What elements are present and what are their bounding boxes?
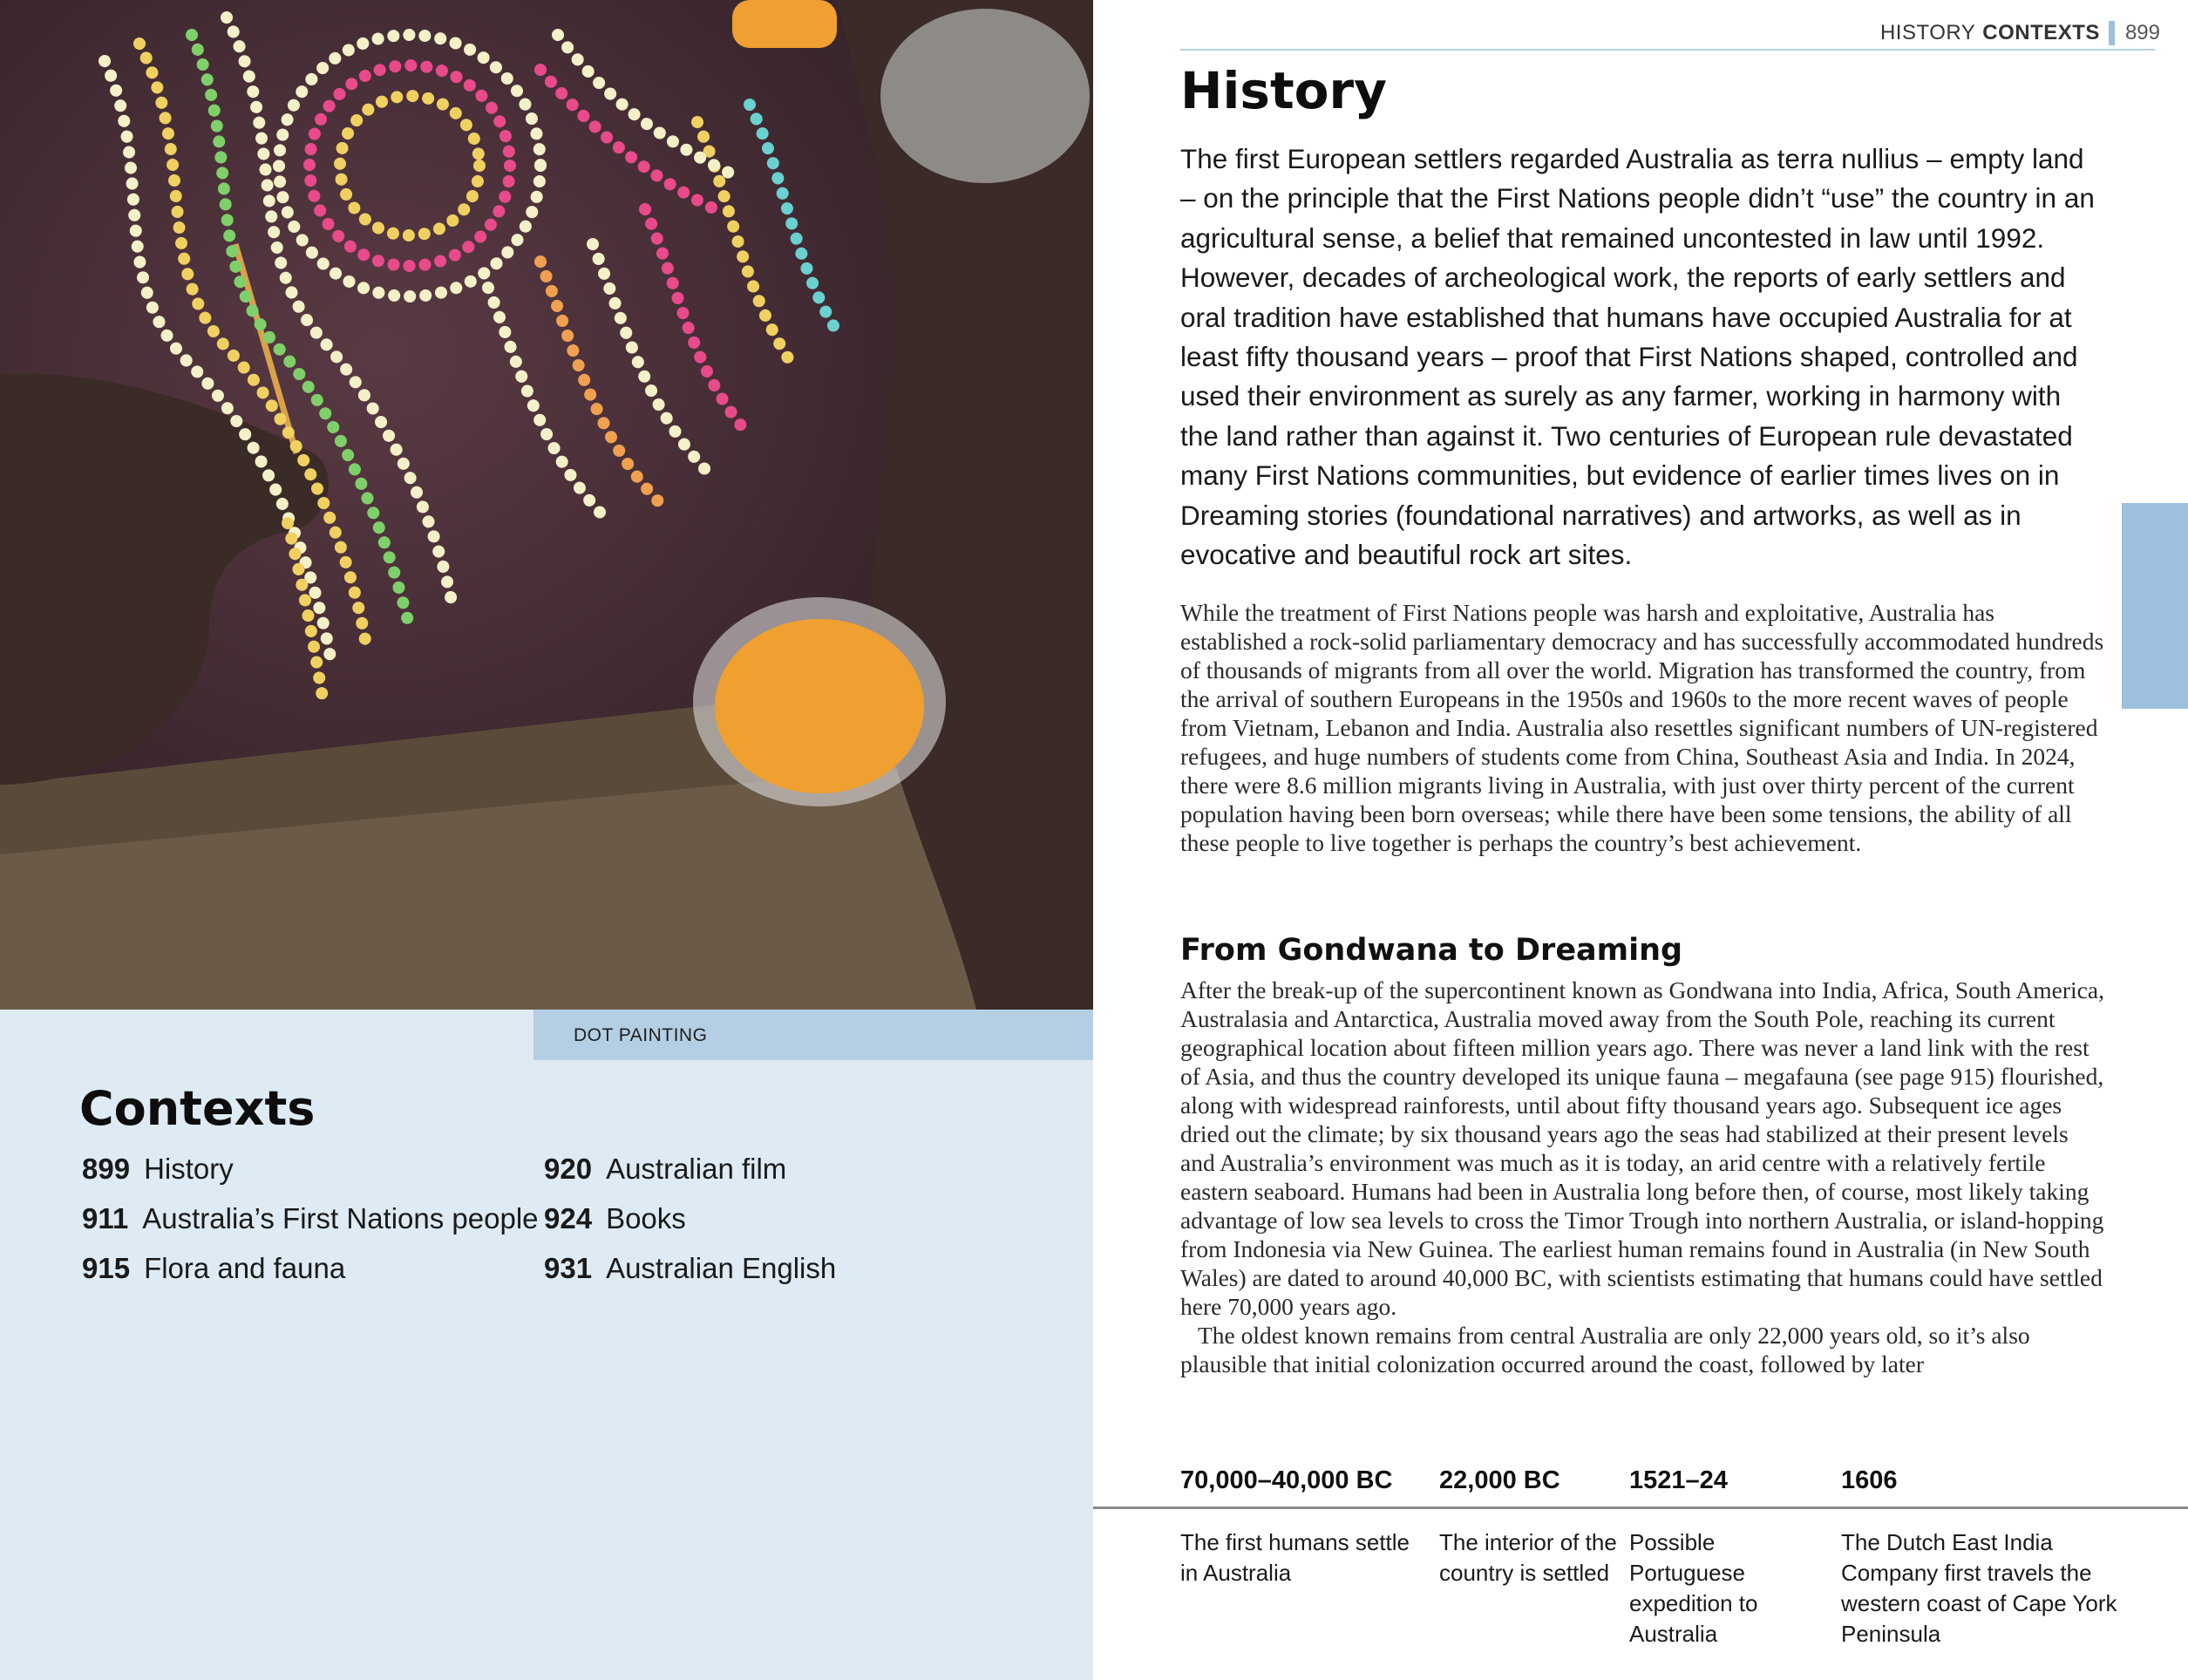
contexts-item-first-nations[interactable] xyxy=(82,1202,539,1235)
contexts-item-label: Australian English xyxy=(606,1252,837,1284)
body-paragraph: The oldest known remains from central Australia are only 22,000 years old, so it’s also plausible that initial colonization occurred around the coast, followed by later xyxy=(1180,1322,2030,1377)
contexts-item-film[interactable] xyxy=(544,1153,786,1186)
timeline-year: 1606 xyxy=(1841,1466,1898,1494)
timeline-year: 70,000–40,000 BC xyxy=(1180,1466,1393,1494)
contexts-item-page: 920 xyxy=(544,1153,593,1185)
page-title: History xyxy=(1180,61,1387,120)
contexts-item-label: Books xyxy=(606,1202,686,1234)
contexts-item-flora-fauna[interactable] xyxy=(82,1252,345,1285)
timeline-year: 1521–24 xyxy=(1629,1466,1728,1494)
dot-painting-illustration xyxy=(0,0,1093,1010)
running-head-divider xyxy=(2109,21,2115,45)
timeline-description: The Dutch East India Company first travels the western coast of Cape York Peninsula xyxy=(1841,1529,2117,1647)
body-paragraph: After the break-up of the supercontinent known as Gondwana into India, Africa, South America, Australasia and Antarctica, Australia moved away from the South Pole, reaching its current geographical location about fifteen million years ago. There was never a land link with the rest of Asia, and thus the country developed its unique fauna – megafauna (see page 915) flourished, along with widespread rainforests, until about fifty thousand years ago. Subsequent ice ages dried out the climate; by six thousand years ago the seas had stabilized at their present levels and Australia’s environment was much as it is today, an arid centre with a relatively fertile eastern seaboard. Humans had been in Australia long before then, of course, most likely taking advantage of low sea levels to cross the Timor Trough into northern Australia, or island-hopping from Indonesia via New Guinea. The earliest human remains found in Australia (in New South Wales) are dated to around 40,000 BC, with scientists estimating that humans could have settled here 70,000 years ago. xyxy=(1180,976,2104,1320)
timeline-description: Possible Portuguese expedition to Australia xyxy=(1629,1529,1758,1647)
contexts-item-english[interactable] xyxy=(544,1252,836,1285)
gondwana-text xyxy=(1180,976,2104,1378)
contexts-item-label: Australia’s First Nations people xyxy=(142,1202,539,1234)
photo-caption-bar xyxy=(533,1010,1093,1060)
left-page xyxy=(0,0,1093,1680)
timeline-description: The interior of the country is settled xyxy=(1439,1529,1617,1586)
timeline-year: 22,000 BC xyxy=(1439,1466,1560,1494)
contexts-item-page: 924 xyxy=(544,1202,593,1234)
contexts-item-label: Australian film xyxy=(606,1153,787,1185)
running-head-chapter: CONTEXTS xyxy=(1982,21,2100,44)
contexts-item-page: 915 xyxy=(82,1252,131,1284)
right-page xyxy=(1093,0,2188,1680)
photo-caption: DOT PAINTING xyxy=(574,1025,708,1045)
contexts-item-books[interactable] xyxy=(544,1202,686,1235)
body-paragraph: While the treatment of First Nations people was harsh and exploitative, Australia has established a rock-solid parliamentary democracy and has successfully accommodated hundreds of thousands of migrants from all over the world. Migration has transformed the country, from the arrival of southern Europeans in the 1950s and 1960s to the more recent waves of people from Vietnam, Lebanon and India. Australia also resettles significant numbers of UN-registered refugees, and huge numbers of students come from China, Southeast Asia and India. In 2024, there were 8.6 million migrants living in Australia, with just over thirty percent of the current population having been born overseas; while there have been some tensions, the ability of all these people to live together is perhaps the country’s best achievement. xyxy=(1180,599,2104,856)
section-thumb-tab xyxy=(2122,503,2188,709)
contexts-item-label: Flora and fauna xyxy=(144,1252,346,1284)
page-number: 899 xyxy=(2124,21,2160,44)
contexts-item-page: 899 xyxy=(82,1153,131,1185)
contexts-item-history[interactable] xyxy=(82,1153,234,1186)
intro-paragraph: The first European settlers regarded Australia as terra nullius – empty land – on the principle that the First Nations people didn’t “use” the country in an agricultural sense, a belief that remained uncontested in law until 1992. However, decades of archeological work, the reports of early settlers and oral tradition have established that humans have occupied Australia for at least fifty thousand years – proof that First Nations shaped, controlled and used their environment as surely as any farmer, working in harmony with the land rather than against it. Two centuries of European rule devastated many First Nations communities, but evidence of earlier times lives on in Dreaming stories (foundational narratives) and artworks, as well as in evocative and beautiful rock art sites. xyxy=(1180,143,2095,571)
timeline-description: The first humans settle in Australia xyxy=(1180,1529,1410,1586)
contexts-title: Contexts xyxy=(79,1081,316,1136)
contexts-item-page: 911 xyxy=(82,1202,129,1234)
section-subheading: From Gondwana to Dreaming xyxy=(1180,933,1683,968)
dot-painting-photo xyxy=(0,0,1093,1010)
contexts-item-page: 931 xyxy=(544,1252,593,1284)
contexts-item-label: History xyxy=(144,1153,234,1185)
header-rule xyxy=(1180,49,2155,51)
running-head xyxy=(1880,21,2160,45)
timeline-rule xyxy=(1093,1507,2188,1509)
running-head-section: HISTORY xyxy=(1879,21,1976,44)
